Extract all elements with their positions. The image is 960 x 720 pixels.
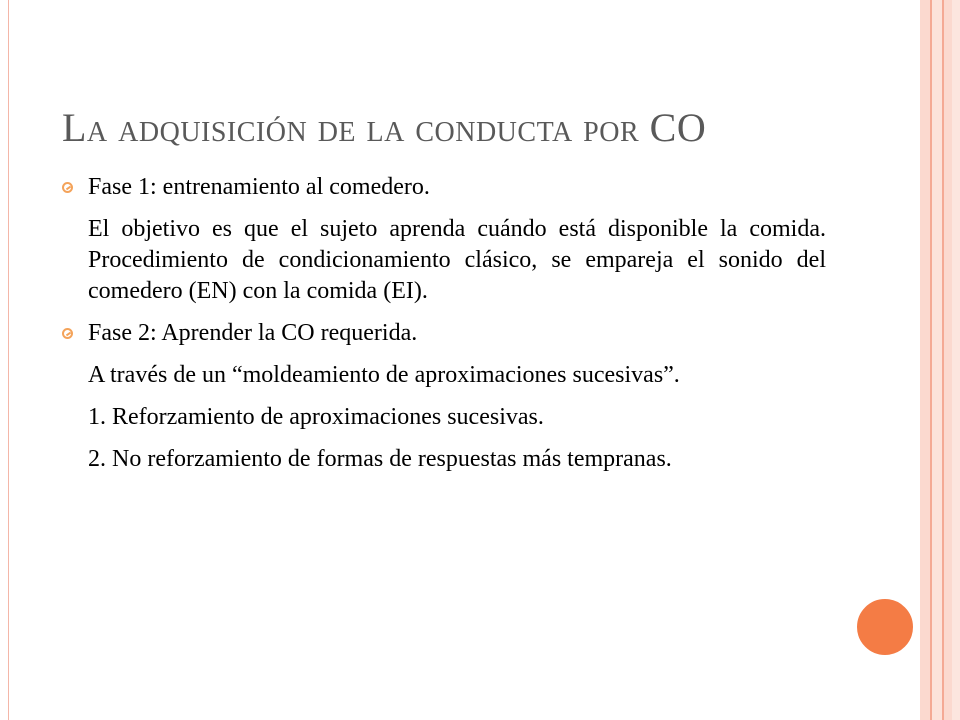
right-stripe (932, 0, 942, 720)
right-stripe (920, 0, 930, 720)
bullet-item (62, 172, 826, 203)
paragraph-text: 2. No reforzamiento de formas de respuestas más tempranas. (88, 446, 672, 472)
right-stripe (944, 0, 952, 720)
paragraph (62, 214, 826, 307)
decorative-circle (855, 597, 915, 657)
bullet-icon (62, 328, 73, 339)
slide-content (62, 172, 826, 486)
right-stripe (952, 0, 960, 720)
slide-title: La adquisición de la conducta por CO (62, 105, 707, 150)
paragraph (62, 444, 826, 475)
paragraph-text: 1. Reforzamiento de aproximaciones sucesivas. (88, 404, 544, 430)
bullet-text: Fase 1: entrenamiento al comedero. (88, 174, 430, 200)
bullet-icon (62, 182, 73, 193)
paragraph (62, 402, 826, 433)
paragraph-text: El objetivo es que el sujeto aprenda cuándo está disponible la comida. Procedimiento de condicionamiento clásico, se empareja el sonido del comedero (EN) con la comida (EI). (88, 216, 826, 304)
paragraph (62, 360, 826, 391)
bullet-text: Fase 2: Aprender la CO requerida. (88, 320, 418, 346)
paragraph-text: A través de un “moldeamiento de aproximaciones sucesivas”. (88, 362, 680, 388)
bullet-item (62, 318, 826, 349)
left-border-line (8, 0, 9, 720)
